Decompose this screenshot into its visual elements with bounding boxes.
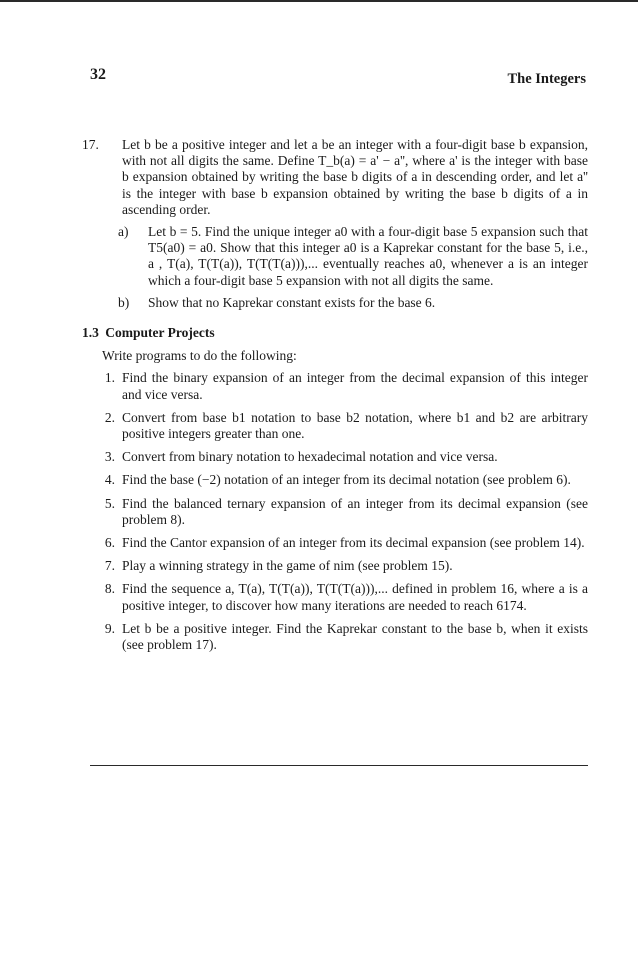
problem-17	[82, 137, 588, 218]
project-item	[82, 472, 588, 488]
section-intro: Write programs to do the following:	[102, 348, 297, 364]
project-item	[82, 581, 588, 613]
project-item	[82, 410, 588, 442]
project-text: Play a winning strategy in the game of nim (see problem 15).	[122, 558, 453, 574]
project-number: 6.	[104, 535, 115, 551]
project-list	[82, 370, 588, 653]
part-label: a)	[118, 224, 129, 240]
project-text: Find the balanced ternary expansion of an integer from its decimal expansion (see problem 8).	[122, 495, 588, 527]
page-body	[82, 137, 588, 660]
problem-number: 17.	[82, 137, 99, 152]
section-title: Computer Projects	[105, 325, 215, 341]
project-item	[82, 370, 588, 402]
project-item	[82, 449, 588, 465]
project-text: Convert from base b1 notation to base b2 notation, where b1 and b2 are arbitrary positive integers greater than one.	[122, 409, 588, 442]
problem-text: Let b be a positive integer and let a be an integer with a four-digit base b expansion, with not all digits the same. Define T_b(a) = a' − a'', where a' is the integer with base b expansion obtained by writing the base b digits of a in descending order, and let a'' is the integer with base b expansion obtained by writing the base b digits of a in ascending order.	[122, 137, 588, 217]
section-heading	[82, 325, 588, 341]
project-number: 9.	[104, 620, 115, 636]
project-number: 8.	[104, 581, 115, 597]
part-label: b)	[118, 294, 130, 310]
running-title: The Integers	[507, 71, 586, 87]
part-text: Show that no Kaprekar constant exists for the base 6.	[148, 294, 436, 310]
project-number: 5.	[104, 495, 115, 511]
section-number: 1.3	[82, 325, 99, 341]
project-text: Find the binary expansion of an integer from the decimal expansion of this integer and vice versa.	[122, 370, 588, 402]
project-text: Find the Cantor expansion of an integer from its decimal expansion (see problem 14).	[122, 535, 585, 551]
page-number: 32	[90, 66, 106, 83]
project-number: 3.	[104, 449, 115, 465]
project-item	[82, 558, 588, 574]
project-number: 7.	[104, 558, 115, 574]
project-number: 4.	[104, 472, 115, 488]
problem-part	[82, 295, 588, 311]
bottom-rule	[90, 765, 588, 766]
project-item	[82, 535, 588, 551]
project-number: 1.	[104, 370, 115, 386]
part-text: Let b = 5. Find the unique integer a0 with a four-digit base 5 expansion such that T5(a0) = a0. Show that this integer a0 is a Kaprekar constant for the base 5, i.e., a , T(a), T(T(a)), T(T(T(a))),... eventually reaches a0, whenever a is an integer which a four-digit base 5 expansion with not all digits the same.	[148, 224, 588, 288]
project-text: Find the sequence a, T(a), T(T(a)), T(T(T(a))),... defined in problem 16, where a is a positive integer, to discover how many iterations are needed to reach 6174.	[122, 581, 588, 613]
project-text: Convert from binary notation to hexadecimal notation and vice versa.	[122, 449, 498, 465]
project-item	[82, 621, 588, 653]
top-rule	[0, 0, 638, 2]
problem-17-parts	[82, 224, 588, 311]
project-text: Let b be a positive integer. Find the Kaprekar constant to the base b, when it exists (see problem 17).	[122, 620, 588, 653]
project-number: 2.	[104, 409, 115, 425]
project-item	[82, 496, 588, 528]
problem-part	[82, 224, 588, 289]
project-text: Find the base (−2) notation of an integer from its decimal notation (see problem 6).	[122, 472, 571, 488]
